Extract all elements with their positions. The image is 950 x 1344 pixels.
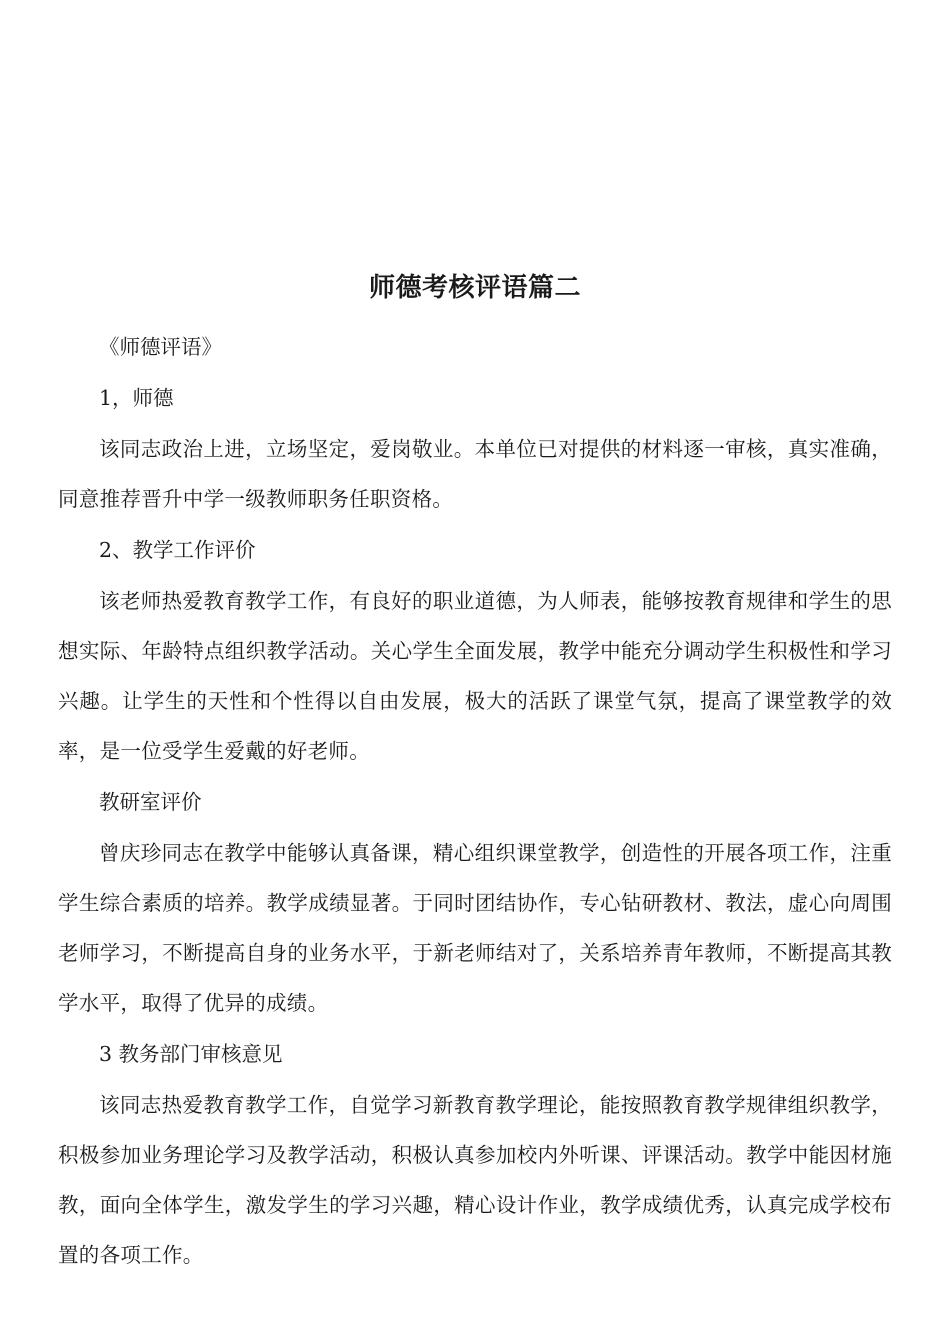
section-heading-academic-affairs: 3 教务部门审核意见 (99, 1042, 283, 1066)
section-heading-research-office: 教研室评价 (99, 790, 202, 814)
document-subtitle: 《师德评语》 (99, 335, 222, 359)
section-text-ethics: 该同志政治上进，立场坚定，爱岗敬业。本单位已对提供的材料逐一审核，真实准确，同意推荐晋升中学一级教师职务任职资格。 (58, 437, 892, 511)
section-text-academic-affairs: 该同志热爱教育教学工作，自觉学习新教育教学理论，能按照教育教学规律组织教学，积极参加业务理论学习及教学活动，积极认真参加校内外听课、评课活动。教学中能因材施教，面向全体学生，激发学生的学习兴趣，精心设计作业，教学成绩优秀，认真完成学校布置的各项工作。 (58, 1093, 892, 1267)
section-text-teaching-evaluation: 该老师热爱教育教学工作，有良好的职业道德，为人师表，能够按教育规律和学生的思想实际、年龄特点组织教学活动。关心学生全面发展，教学中能充分调动学生积极性和学习兴趣。让学生的天性和个性得以自由发展，极大的活跃了课堂气氛，提高了课堂教学的效率，是一位受学生爱戴的好老师。 (58, 589, 892, 763)
section-heading-ethics: 1，师德 (99, 386, 174, 410)
section-text-research-office: 曾庆珍同志在教学中能够认真备课，精心组织课堂教学，创造性的开展各项工作，注重学生综合素质的培养。教学成绩显著。于同时团结协作，专心钻研教材、教法，虚心向周围老师学习，不断提高自身的业务水平，于新老师结对了，关系培养青年教师，不断提高其教学水平，取得了优异的成绩。 (58, 841, 892, 1015)
document-title: 师德考核评语篇二 (368, 273, 581, 303)
section-heading-teaching-evaluation: 2、教学工作评价 (99, 538, 256, 562)
